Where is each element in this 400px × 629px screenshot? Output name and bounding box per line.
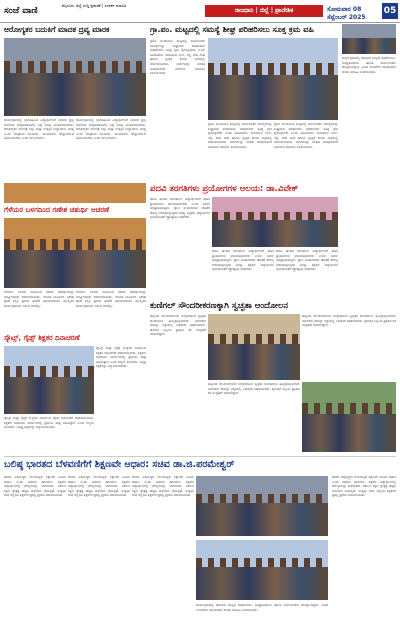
story-2-photo	[208, 38, 338, 120]
story-4-photo	[212, 197, 338, 247]
story-2-body: ಗ್ರಾಮ ಪಂಚಾಯಿತಿ ಮಟ್ಟದಲ್ಲಿ ಸಾರ್ವಜನಿಕರ ಸಮಸ್ಯೆಗಳನ್ನು ಶೀಘ್ರವಾಗಿ ಪರಿಹರಿಸಲು ಅಧಿಕಾರಿಗಳು ಸೂಕ್ತ ಕ್ರಮ ಕೈಗೊಳ್ಳಬೇಕು ಎಂದು ಸೂಚಿಸಿದರು. ಕುಡಿಯುವ ನೀರು, ರಸ್ತೆ, ಬೀದಿ ದೀಪ ಹಾಗೂ ಸ್ವಚ್ಛತೆ ಕುರಿತು ಸಭೆಯಲ್ಲಿ ಚರ್ಚಿಸಲಾಯಿತು. ಅರ್ಜಿಗಳನ್ನು ನಿಗದಿತ ಅವಧಿಯೊಳಗೆ ವಿಲೇವಾರಿ ಮಾಡಲು ತಿಳಿಸಲಾಯಿತು.	[150, 39, 205, 76]
story-2-headline: ಗ್ರಾ.ಪಂ. ಮಟ್ಟದಲ್ಲಿ ಸಮಸ್ಯೆ ಶೀಘ್ರ ಪರಿಹರಿಸಲು ಸೂಕ್ತ ಕ್ರಮ ವಹಿ	[150, 25, 314, 34]
story-8-body-col3: ದೇಶದ ಅಭಿವೃದ್ಧಿಗೆ ಗುಣಮಟ್ಟದ ಶಿಕ್ಷಣವೇ ಮೂಲ ಆಧಾರ ಎಂದು ಸಚಿವರು ಹೇಳಿದರು. ಶಿಕ್ಷಕರು ವಿದ್ಯಾರ್ಥಿಗಳಲ್ಲಿ ಮೌಲ್ಯಗಳನ್ನು ಬೆಳೆಸಬೇಕು. ಸರ್ಕಾರ ಶಿಕ್ಷಣ ಕ್ಷೇತ್ರಕ್ಕೆ ಹೆಚ್ಚಿನ ಅನುದಾನ ನೀಡುತ್ತಿದೆ. ಉತ್ತಮ ಸೇವೆ ಸಲ್ಲಿಸಿದ ಶಿಕ್ಷಕರಿಗೆ ಪ್ರಶಸ್ತಿ ಪ್ರದಾನ ಮಾಡಲಾಯಿತು.	[132, 475, 194, 498]
masthead-info: ಮೈಸೂರು ಜಿಲ್ಲೆ ಸುದ್ದಿ ಪ್ರಕಟಣೆ | ಸಂಪರ್ಕ ಮಾಹಿತಿ	[62, 3, 127, 8]
right-column-photo	[342, 24, 396, 54]
story-7-headline: ಸ್ಕೌಟ್ಸ್, ಗೈಡ್ಸ್ ಶಿಕ್ಷಕರ ದಿನಾಚರಣೆ	[4, 334, 80, 342]
story-3-photo	[4, 183, 146, 203]
story-8-body-col2: ದೇಶದ ಅಭಿವೃದ್ಧಿಗೆ ಗುಣಮಟ್ಟದ ಶಿಕ್ಷಣವೇ ಮೂಲ ಆಧಾರ ಎಂದು ಸಚಿವರು ಹೇಳಿದರು. ಶಿಕ್ಷಕರು ವಿದ್ಯಾರ್ಥಿಗಳಲ್ಲಿ ಮೌಲ್ಯಗಳನ್ನು ಬೆಳೆಸಬೇಕು. ಸರ್ಕಾರ ಶಿಕ್ಷಣ ಕ್ಷೇತ್ರಕ್ಕೆ ಹೆಚ್ಚಿನ ಅನುದಾನ ನೀಡುತ್ತಿದೆ. ಉತ್ತಮ ಸೇವೆ ಸಲ್ಲಿಸಿದ ಶಿಕ್ಷಕರಿಗೆ ಪ್ರಶಸ್ತಿ ಪ್ರದಾನ ಮಾಡಲಾಯಿತು.	[68, 475, 130, 498]
story-1-photo	[4, 38, 146, 116]
story-6-photo	[208, 314, 300, 380]
story-6-headline: ಕುಣಿಗಲ್ ಸೌಂದರೀಕರಣಕ್ಕಾಗಿ ಸ್ವಚ್ಛತಾ ಆಂದೋಲನ	[150, 301, 289, 311]
story-8-body-col4: ದೇಶದ ಅಭಿವೃದ್ಧಿಗೆ ಗುಣಮಟ್ಟದ ಶಿಕ್ಷಣವೇ ಮೂಲ ಆಧಾರ ಎಂದು ಸಚಿವರು ಹೇಳಿದರು. ಶಿಕ್ಷಕರು ವಿದ್ಯಾರ್ಥಿಗಳಲ್ಲಿ ಮೌಲ್ಯಗಳನ್ನು ಬೆಳೆಸಬೇಕು. ಸರ್ಕಾರ ಶಿಕ್ಷಣ ಕ್ಷೇತ್ರಕ್ಕೆ ಹೆಚ್ಚಿನ ಅನುದಾನ ನೀಡುತ್ತಿದೆ. ಉತ್ತಮ ಸೇವೆ ಸಲ್ಲಿಸಿದ ಶಿಕ್ಷಕರಿಗೆ ಪ್ರಶಸ್ತಿ ಪ್ರದಾನ ಮಾಡಲಾಯಿತು.	[332, 475, 396, 498]
divider	[4, 456, 396, 457]
story-8-headline: ಬಲಿಷ್ಠ ಭಾರತದ ಬೆಳವಣಿಗೆಗೆ ಶಿಕ್ಷಣವೇ ಆಧಾರ: ಸಚಿವ ಡಾ.ಜಿ.ಪರಮೇಶ್ವರ್	[4, 459, 235, 470]
story-5-body: ಗೆಳೆಯರ ಬಳಗದ ವತಿಯಿಂದ ಗಣೇಶ ಚತುರ್ಥಿಯನ್ನು ಅದ್ದೂರಿಯಾಗಿ ಆಚರಿಸಲಾಯಿತು. ಗಣಪತಿ ಮೂರ್ತಿಗೆ ವಿಶೇಷ ಪೂಜೆ ಸಲ್ಲಿಸಿ ಪ್ರಸಾದ ವಿತರಣೆ ಮಾಡಲಾಯಿತು. ಸಾಂಸ್ಕೃತಿಕ ಕಾರ್ಯಕ್ರಮಗಳು ಗಮನ ಸೆಳೆದವು.	[4, 290, 74, 308]
story-6-body-cont: ಪಟ್ಟಣದ ಸೌಂದರೀಕರಣದ ಉದ್ದೇಶದಿಂದ ಸ್ವಚ್ಛತಾ ಆಂದೋಲನ ಹಮ್ಮಿಕೊಳ್ಳಲಾಗಿದೆ. ನಾಗರಿಕರು ಕಸವನ್ನು ರಸ್ತೆಯಲ್ಲಿ ಎಸೆಯದೆ ಸಹಕರಿಸಬೇಕು. ಪುರಸಭೆ ಸಿಬ್ಬಂದಿ ಪ್ರತಿದಿನ ಕಸ ಸಂಗ್ರಹಣೆ ಮಾಡಲಿದ್ದಾರೆ.	[302, 314, 396, 328]
page-number: 05	[382, 3, 398, 19]
story-6-body: ಪಟ್ಟಣದ ಸೌಂದರೀಕರಣದ ಉದ್ದೇಶದಿಂದ ಸ್ವಚ್ಛತಾ ಆಂದೋಲನ ಹಮ್ಮಿಕೊಳ್ಳಲಾಗಿದೆ. ನಾಗರಿಕರು ಕಸವನ್ನು ರಸ್ತೆಯಲ್ಲಿ ಎಸೆಯದೆ ಸಹಕರಿಸಬೇಕು. ಪುರಸಭೆ ಸಿಬ್ಬಂದಿ ಪ್ರತಿದಿನ ಕಸ ಸಂಗ್ರಹಣೆ ಮಾಡಲಿದ್ದಾರೆ.	[150, 314, 206, 337]
story-5-body-cont: ಗೆಳೆಯರ ಬಳಗದ ವತಿಯಿಂದ ಗಣೇಶ ಚತುರ್ಥಿಯನ್ನು ಅದ್ದೂರಿಯಾಗಿ ಆಚರಿಸಲಾಯಿತು. ಗಣಪತಿ ಮೂರ್ತಿಗೆ ವಿಶೇಷ ಪೂಜೆ ಸಲ್ಲಿಸಿ ಪ್ರಸಾದ ವಿತರಣೆ ಮಾಡಲಾಯಿತು. ಸಾಂಸ್ಕೃತಿಕ ಕಾರ್ಯಕ್ರಮಗಳು ಗಮನ ಸೆಳೆದವು.	[76, 290, 146, 308]
story-4-body: ಪದವಿ ಹಂತದ ತರಗತಿಗಳು ವಿದ್ಯಾರ್ಥಿಗಳಿಗೆ ಹೊಸ ಪ್ರಯೋಗಗಳ ಆಲಯವಾಗಬೇಕು ಎಂದು ಅವರು ಅಭಿಪ್ರಾಯಪಟ್ಟರು. ಜ್ಞಾನ ಸಂಪಾದನೆಯ ಜೊತೆಗೆ ಕೌಶಲ್ಯ ಬೆಳೆಸಿಕೊಳ್ಳುವುದು ಅಗತ್ಯ. ಶಿಕ್ಷಕರು ವಿದ್ಯಾರ್ಥಿಗಳ ಸೃಜನಶೀಲತೆಗೆ ಪ್ರೋತ್ಸಾಹ ನೀಡಬೇಕು.	[150, 197, 210, 220]
story-7-photo	[4, 346, 94, 414]
story-5-headline: ಗೆಳೆಯರ ಬಳಗದಿಂದ ಗಣೇಶ ಚತುರ್ಥಿ ಆಚರಣೆ	[4, 206, 110, 214]
story-1-body: ಕಾರ್ಯಕ್ರಮದಲ್ಲಿ ಭಾಗವಹಿಸಿದ ವಿದ್ಯಾರ್ಥಿಗಳಿಗೆ ಮಾದಕ ದ್ರವ್ಯ ಸೇವನೆಯ ದುಷ್ಪರಿಣಾಮಗಳ ಬಗ್ಗೆ ಅರಿವು ಮೂಡಿಸಲಾಯಿತು. ಆರೋಗ್ಯಕರ ಜೀವನಕ್ಕೆ ಶಿಸ್ತು ಮತ್ತು ಉತ್ತಮ ಅಭ್ಯಾಸಗಳು ಅಗತ್ಯ ಎಂದು ಅತಿಥಿಗಳು ತಿಳಿಸಿದರು. ಯುವಜನರು ದುಶ್ಚಟಗಳಿಂದ ದೂರವಿರಬೇಕು ಎಂದು ಕರೆ ನೀಡಿದರು.	[4, 118, 74, 141]
story-6-photo-2	[302, 382, 396, 452]
story-1-headline: ಆರೋಗ್ಯಕರ ಬದುಕಿಗೆ ಮಾದಕ ದ್ರವ್ಯ ಮಾರಕ	[4, 25, 110, 34]
story-4-body-cont2: ಪದವಿ ಹಂತದ ತರಗತಿಗಳು ವಿದ್ಯಾರ್ಥಿಗಳಿಗೆ ಹೊಸ ಪ್ರಯೋಗಗಳ ಆಲಯವಾಗಬೇಕು ಎಂದು ಅವರು ಅಭಿಪ್ರಾಯಪಟ್ಟರು. ಜ್ಞಾನ ಸಂಪಾದನೆಯ ಜೊತೆಗೆ ಕೌಶಲ್ಯ ಬೆಳೆಸಿಕೊಳ್ಳುವುದು ಅಗತ್ಯ. ಶಿಕ್ಷಕರು ವಿದ್ಯಾರ್ಥಿಗಳ ಸೃಜನಶೀಲತೆಗೆ ಪ್ರೋತ್ಸಾಹ ನೀಡಬೇಕು.	[276, 249, 338, 272]
story-8-photo-1	[196, 476, 328, 536]
story-7-body-cont: ಸ್ಕೌಟ್ಸ್ ಮತ್ತು ಗೈಡ್ಸ್ ಸಂಸ್ಥೆಯ ವತಿಯಿಂದ ಶಿಕ್ಷಕರ ದಿನಾಚರಣೆ ಆಚರಿಸಲಾಯಿತು. ಶಿಕ್ಷಕರು ಸಮಾಜದ ನಿರ್ಮಾಣದಲ್ಲಿ ಪ್ರಮುಖ ಪಾತ್ರ ವಹಿಸುತ್ತಾರೆ ಎಂದು ಗಣ್ಯರು ತಿಳಿಸಿದರು. ನಿವೃತ್ತ ಶಿಕ್ಷಕರನ್ನು ಸನ್ಮಾನಿಸಲಾಯಿತು.	[4, 416, 94, 430]
issue-date: ಸೋಮವಾರ 08 ಸೆಪ್ಟೆಂಬರ್ 2025	[327, 6, 366, 21]
story-8-body-col1: ದೇಶದ ಅಭಿವೃದ್ಧಿಗೆ ಗುಣಮಟ್ಟದ ಶಿಕ್ಷಣವೇ ಮೂಲ ಆಧಾರ ಎಂದು ಸಚಿವರು ಹೇಳಿದರು. ಶಿಕ್ಷಕರು ವಿದ್ಯಾರ್ಥಿಗಳಲ್ಲಿ ಮೌಲ್ಯಗಳನ್ನು ಬೆಳೆಸಬೇಕು. ಸರ್ಕಾರ ಶಿಕ್ಷಣ ಕ್ಷೇತ್ರಕ್ಕೆ ಹೆಚ್ಚಿನ ಅನುದಾನ ನೀಡುತ್ತಿದೆ. ಉತ್ತಮ ಸೇವೆ ಸಲ್ಲಿಸಿದ ಶಿಕ್ಷಕರಿಗೆ ಪ್ರಶಸ್ತಿ ಪ್ರದಾನ ಮಾಡಲಾಯಿತು.	[4, 475, 66, 498]
story-5-photo	[4, 218, 146, 288]
section-tab: ರಾಜಧಾನಿ | ಜಿಲ್ಲೆ | ಪ್ರಾದೇಶಿಕ	[205, 5, 323, 17]
story-4-headline: ಪದವಿ ತರಗತಿಗಳು ಪ್ರಯೋಗಗಳ ಆಲಯ: ಡಾ.ವಿವೇಕ್	[150, 184, 299, 194]
story-6-body-cont2: ಪಟ್ಟಣದ ಸೌಂದರೀಕರಣದ ಉದ್ದೇಶದಿಂದ ಸ್ವಚ್ಛತಾ ಆಂದೋಲನ ಹಮ್ಮಿಕೊಳ್ಳಲಾಗಿದೆ. ನಾಗರಿಕರು ಕಸವನ್ನು ರಸ್ತೆಯಲ್ಲಿ ಎಸೆಯದೆ ಸಹಕರಿಸಬೇಕು. ಪುರಸಭೆ ಸಿಬ್ಬಂದಿ ಪ್ರತಿದಿನ ಕಸ ಸಂಗ್ರಹಣೆ ಮಾಡಲಿದ್ದಾರೆ.	[208, 382, 300, 396]
story-8-caption: ಕಾರ್ಯಕ್ರಮದಲ್ಲಿ ತಾಲೂಕು ಮಟ್ಟದ ಅಧಿಕಾರಿಗಳು, ಜನಪ್ರತಿನಿಧಿಗಳು ಹಾಗೂ ಸಾರ್ವಜನಿಕರು ಪಾಲ್ಗೊಂಡಿದ್ದರು. ವಿವಿಧ ಇಲಾಖೆಗಳ ಯೋಜನೆಗಳ ಕುರಿತು ಮಾಹಿತಿ ನೀಡಲಾಯಿತು.	[196, 603, 328, 612]
story-2-body-cont2: ಗ್ರಾಮ ಪಂಚಾಯಿತಿ ಮಟ್ಟದಲ್ಲಿ ಸಾರ್ವಜನಿಕರ ಸಮಸ್ಯೆಗಳನ್ನು ಶೀಘ್ರವಾಗಿ ಪರಿಹರಿಸಲು ಅಧಿಕಾರಿಗಳು ಸೂಕ್ತ ಕ್ರಮ ಕೈಗೊಳ್ಳಬೇಕು ಎಂದು ಸೂಚಿಸಿದರು. ಕುಡಿಯುವ ನೀರು, ರಸ್ತೆ, ಬೀದಿ ದೀಪ ಹಾಗೂ ಸ್ವಚ್ಛತೆ ಕುರಿತು ಸಭೆಯಲ್ಲಿ ಚರ್ಚಿಸಲಾಯಿತು. ಅರ್ಜಿಗಳನ್ನು ನಿಗದಿತ ಅವಧಿಯೊಳಗೆ ವಿಲೇವಾರಿ ಮಾಡಲು ತಿಳಿಸಲಾಯಿತು.	[274, 122, 338, 149]
story-2-body-cont: ಗ್ರಾಮ ಪಂಚಾಯಿತಿ ಮಟ್ಟದಲ್ಲಿ ಸಾರ್ವಜನಿಕರ ಸಮಸ್ಯೆಗಳನ್ನು ಶೀಘ್ರವಾಗಿ ಪರಿಹರಿಸಲು ಅಧಿಕಾರಿಗಳು ಸೂಕ್ತ ಕ್ರಮ ಕೈಗೊಳ್ಳಬೇಕು ಎಂದು ಸೂಚಿಸಿದರು. ಕುಡಿಯುವ ನೀರು, ರಸ್ತೆ, ಬೀದಿ ದೀಪ ಹಾಗೂ ಸ್ವಚ್ಛತೆ ಕುರಿತು ಸಭೆಯಲ್ಲಿ ಚರ್ಚಿಸಲಾಯಿತು. ಅರ್ಜಿಗಳನ್ನು ನಿಗದಿತ ಅವಧಿಯೊಳಗೆ ವಿಲೇವಾರಿ ಮಾಡಲು ತಿಳಿಸಲಾಯಿತು.	[208, 122, 272, 149]
story-7-body: ಸ್ಕೌಟ್ಸ್ ಮತ್ತು ಗೈಡ್ಸ್ ಸಂಸ್ಥೆಯ ವತಿಯಿಂದ ಶಿಕ್ಷಕರ ದಿನಾಚರಣೆ ಆಚರಿಸಲಾಯಿತು. ಶಿಕ್ಷಕರು ಸಮಾಜದ ನಿರ್ಮಾಣದಲ್ಲಿ ಪ್ರಮುಖ ಪಾತ್ರ ವಹಿಸುತ್ತಾರೆ ಎಂದು ಗಣ್ಯರು ತಿಳಿಸಿದರು. ನಿವೃತ್ತ ಶಿಕ್ಷಕರನ್ನು ಸನ್ಮಾನಿಸಲಾಯಿತು.	[96, 346, 146, 369]
story-8-photo-2	[196, 540, 328, 600]
right-column-body: ಕಾರ್ಯಕ್ರಮದಲ್ಲಿ ತಾಲೂಕು ಮಟ್ಟದ ಅಧಿಕಾರಿಗಳು, ಜನಪ್ರತಿನಿಧಿಗಳು ಹಾಗೂ ಸಾರ್ವಜನಿಕರು ಪಾಲ್ಗೊಂಡಿದ್ದರು. ವಿವಿಧ ಇಲಾಖೆಗಳ ಯೋಜನೆಗಳ ಕುರಿತು ಮಾಹಿತಿ ನೀಡಲಾಯಿತು.	[342, 56, 396, 74]
story-1-body-cont: ಕಾರ್ಯಕ್ರಮದಲ್ಲಿ ಭಾಗವಹಿಸಿದ ವಿದ್ಯಾರ್ಥಿಗಳಿಗೆ ಮಾದಕ ದ್ರವ್ಯ ಸೇವನೆಯ ದುಷ್ಪರಿಣಾಮಗಳ ಬಗ್ಗೆ ಅರಿವು ಮೂಡಿಸಲಾಯಿತು. ಆರೋಗ್ಯಕರ ಜೀವನಕ್ಕೆ ಶಿಸ್ತು ಮತ್ತು ಉತ್ತಮ ಅಭ್ಯಾಸಗಳು ಅಗತ್ಯ ಎಂದು ಅತಿಥಿಗಳು ತಿಳಿಸಿದರು. ಯುವಜನರು ದುಶ್ಚಟಗಳಿಂದ ದೂರವಿರಬೇಕು ಎಂದು ಕರೆ ನೀಡಿದರು.	[76, 118, 146, 141]
newspaper-logo: ಸಂಜೆ ವಾಣಿ	[4, 6, 38, 16]
story-4-body-cont: ಪದವಿ ಹಂತದ ತರಗತಿಗಳು ವಿದ್ಯಾರ್ಥಿಗಳಿಗೆ ಹೊಸ ಪ್ರಯೋಗಗಳ ಆಲಯವಾಗಬೇಕು ಎಂದು ಅವರು ಅಭಿಪ್ರಾಯಪಟ್ಟರು. ಜ್ಞಾನ ಸಂಪಾದನೆಯ ಜೊತೆಗೆ ಕೌಶಲ್ಯ ಬೆಳೆಸಿಕೊಳ್ಳುವುದು ಅಗತ್ಯ. ಶಿಕ್ಷಕರು ವಿದ್ಯಾರ್ಥಿಗಳ ಸೃಜನಶೀಲತೆಗೆ ಪ್ರೋತ್ಸಾಹ ನೀಡಬೇಕು.	[212, 249, 274, 272]
